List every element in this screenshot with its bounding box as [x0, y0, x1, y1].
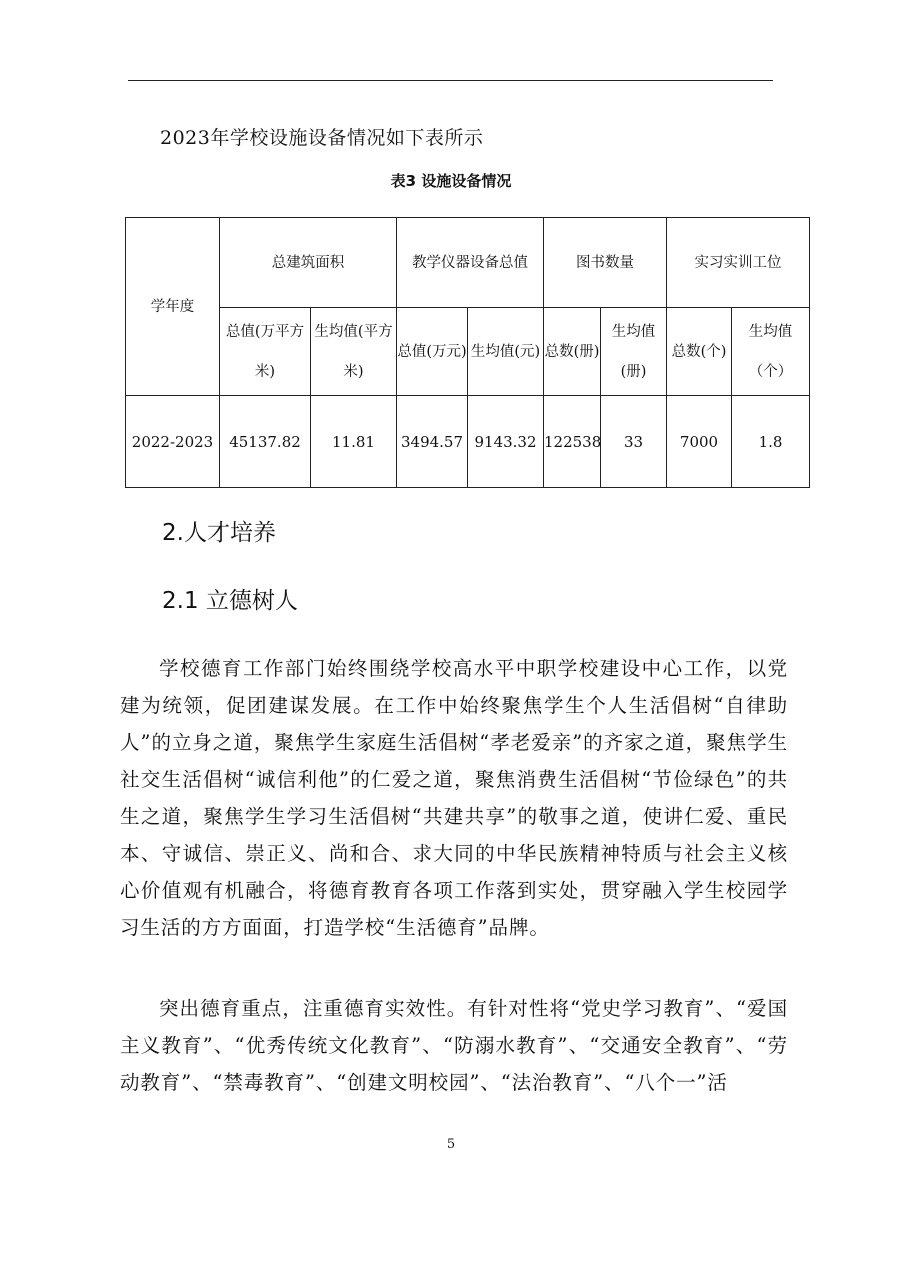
cell-area-total: 45137.82	[220, 396, 311, 488]
cell-books-total: 122538	[544, 396, 601, 488]
section-heading-talent-training: 2.人才培养	[162, 520, 276, 546]
page-number: 5	[446, 1137, 456, 1152]
subheader-area-per-student: 生均值(平方米)	[311, 308, 397, 396]
header-training-stations: 实习实训工位	[667, 218, 810, 308]
subheader-stations-total: 总数(个)	[667, 308, 732, 396]
subheader-books-per-student: 生均值(册)	[601, 308, 667, 396]
table-caption: 表3 设施设备情况	[390, 172, 512, 190]
cell-books-per-student: 33	[601, 396, 667, 488]
cell-equipment-per-student: 9143.32	[468, 396, 544, 488]
cell-stations-total: 7000	[667, 396, 732, 488]
subheader-stations-per-student: 生均值（个）	[732, 308, 810, 396]
body-paragraph: 学校德育工作部门始终围绕学校高水平中职学校建设中心工作，以党建为统领，促团建谋发展。在工作中始终聚焦学生个人生活倡树“自律助人”的立身之道，聚焦学生家庭生活倡树“孝老爱亲”的齐家之道，聚焦学生社交生活倡树“诚信利他”的仁爱之道，聚焦消费生活倡树“节俭绿色”的共生之道，聚焦学生学习生活倡树“共建共享”的敬事之道，使讲仁爱、重民本、守诚信、崇正义、尚和合、求大同的中华民族精神特质与社会主义核心价值观有机融合，将德育教育各项工作落到实处，贯穿融入学生校园学习生活的方方面面，打造学校“生活德育”品牌。	[120, 657, 788, 939]
cell-stations-per-student: 1.8	[732, 396, 810, 488]
header-equipment-value: 教学仪器设备总值	[397, 218, 544, 308]
intro-text: 2023年学校设施设备情况如下表所示	[160, 127, 484, 149]
header-building-area: 总建筑面积	[220, 218, 397, 308]
table-row	[126, 396, 810, 488]
cell-area-per-student: 11.81	[311, 396, 397, 488]
cell-equipment-total: 3494.57	[397, 396, 468, 488]
subheader-equipment-per-student: 生均值(元)	[468, 308, 544, 396]
header-year: 学年度	[126, 218, 220, 396]
header-rule	[128, 80, 773, 81]
header-books: 图书数量	[544, 218, 667, 308]
facilities-table	[125, 217, 810, 488]
cell-year: 2022-2023	[126, 396, 220, 488]
body-paragraph: 突出德育重点，注重德育实效性。有针对性将“党史学习教育”、“爱国主义教育”、“优秀传统文化教育”、“防溺水教育”、“交通安全教育”、“劳动教育”、“禁毒教育”、“创建文明校园”、“法治教育”、“八个一”活	[120, 997, 788, 1094]
subheader-equipment-total: 总值(万元)	[397, 308, 468, 396]
section-heading-moral-education: 2.1 立德树人	[162, 588, 298, 614]
subheader-books-total: 总数(册)	[544, 308, 601, 396]
subheader-area-total: 总值(万平方米)	[220, 308, 311, 396]
